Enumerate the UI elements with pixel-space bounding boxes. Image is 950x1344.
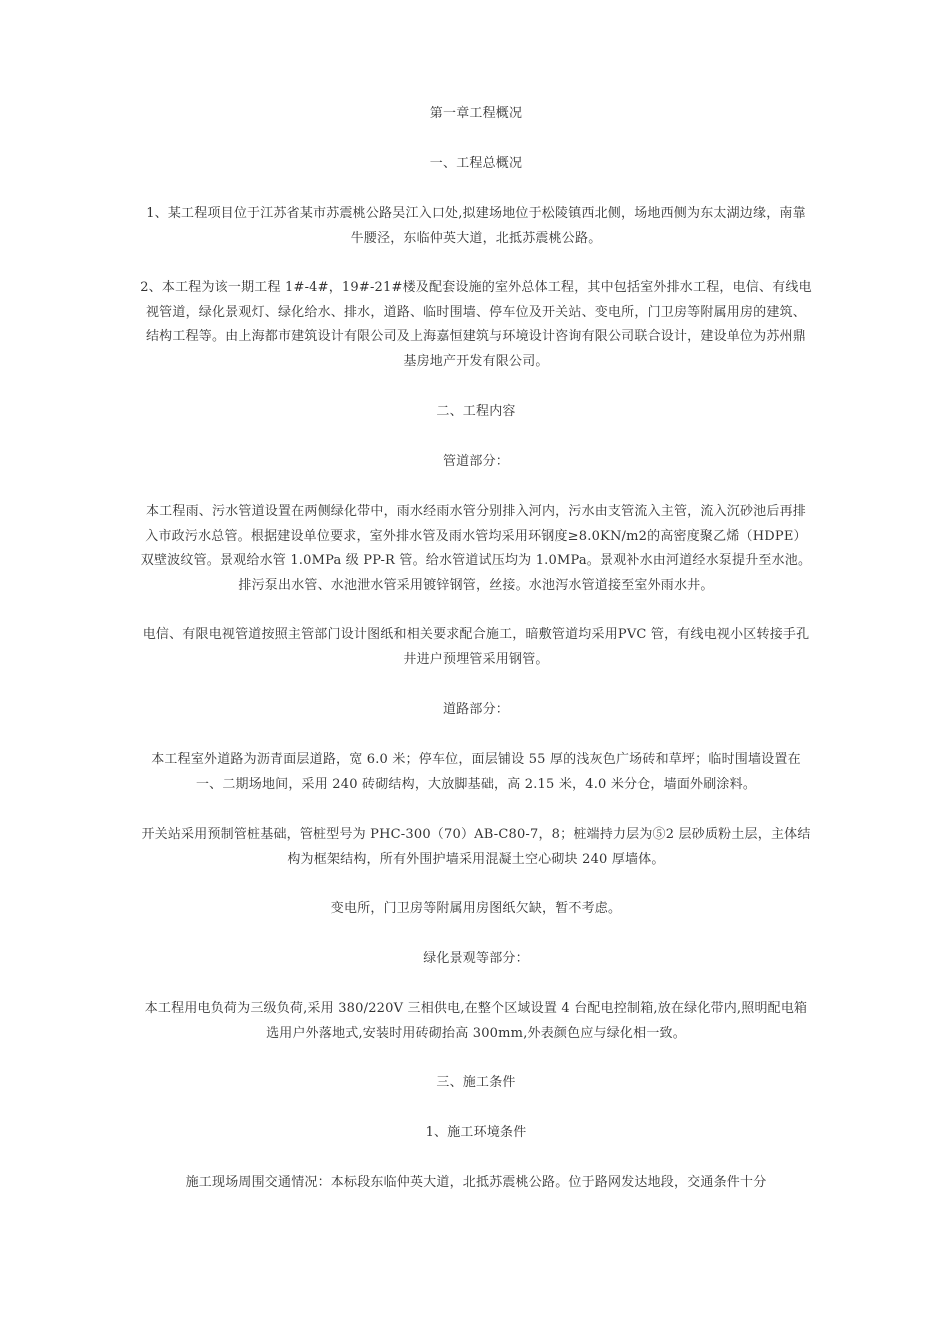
subheading-landscape: 绿化景观等部分： — [423, 951, 529, 966]
paragraph-roads: 本工程室外道路为沥青面层道路，宽 6.0 米；停车位，面层铺设 55 厚的浅灰色广场砖和草坪；临时围墙设置在一、二期场地间，采用 240 砖砌结构，大放脚基础，高 2.15 米，4.0 米分仓，墙面外刷涂料。 — [151, 752, 801, 792]
section-title-content: 二、工程内容 — [436, 404, 516, 419]
paragraph-scope: 2、本工程为该一期工程 1#-4#，19#-21#楼及配套设施的室外总体工程，其中包括室外排水工程，电信、有线电视管道，绿化景观灯、绿化给水、排水，道路、临时围墙、停车位及开关站、变电所，门卫房等附属用房的建筑、结构工程等。由上海都市建筑设计有限公司及上海嘉恒建筑与环境设计咨询有限公司联合设计，建设单位为苏州鼎基房地产开发有限公司。 — [140, 280, 812, 369]
chapter-title: 第一章工程概况 — [429, 106, 523, 121]
paragraph-telecom: 电信、有限电视管道按照主管部门设计图纸和相关要求配合施工，暗敷管道均采用PVC 管，有线电视小区转接手孔井进户预埋管采用钢管。 — [142, 627, 810, 667]
subheading-environment: 1、施工环境条件 — [425, 1125, 527, 1140]
paragraph-location: 1、某工程项目位于江苏省某市苏震桃公路吴江入口处,拟建场地位于松陵镇西北侧，场地西侧为东太湖边缘，南靠牛腰泾，东临仲英大道，北抵苏震桃公路。 — [146, 206, 806, 246]
subheading-roads: 道路部分： — [442, 702, 509, 717]
paragraph-substation: 变电所，门卫房等附属用房图纸欠缺，暂不考虑。 — [330, 901, 622, 916]
subheading-pipes: 管道部分： — [442, 454, 509, 469]
section-title-conditions: 三、施工条件 — [436, 1075, 516, 1090]
paragraph-traffic: 施工现场周围交通情况：本标段东临仲英大道，北抵苏震桃公路。位于路网发达地段，交通条件十分 — [185, 1175, 767, 1190]
paragraph-switch-station: 开关站采用预制管桩基础，管桩型号为 PHC-300（70）AB-C80-7，8；桩端持力层为⑤2 层砂质粉土层，主体结构为框架结构，所有外围护墙采用混凝土空心砌块 240 厚墙体。 — [141, 827, 811, 867]
paragraph-drainage: 本工程雨、污水管道设置在两侧绿化带中，雨水经雨水管分别排入河内，污水由支管流入主管，流入沉砂池后再排入市政污水总管。根据建设单位要求，室外排水管及雨水管均采用环钢度≥8.0KN/m2的高密度聚乙烯（HDPE）双壁波纹管。景观给水管 1.0MPa 级 PP-R 管。给水管道试压均为 1.0MPa。景观补水由河道经水泵提升至水池。排污泵出水管、水池泄水管采用镀锌钢管，丝接。水池泻水管道接至室外雨水井。 — [140, 504, 812, 593]
section-title-overview: 一、工程总概况 — [429, 156, 523, 171]
paragraph-electrical: 本工程用电负荷为三级负荷,采用 380/220V 三相供电,在整个区域设置 4 台配电控制箱,放在绿化带内,照明配电箱选用户外落地式,安装时用砖砌抬高 300mm,外表颜色应与绿化相一致。 — [144, 1001, 808, 1041]
